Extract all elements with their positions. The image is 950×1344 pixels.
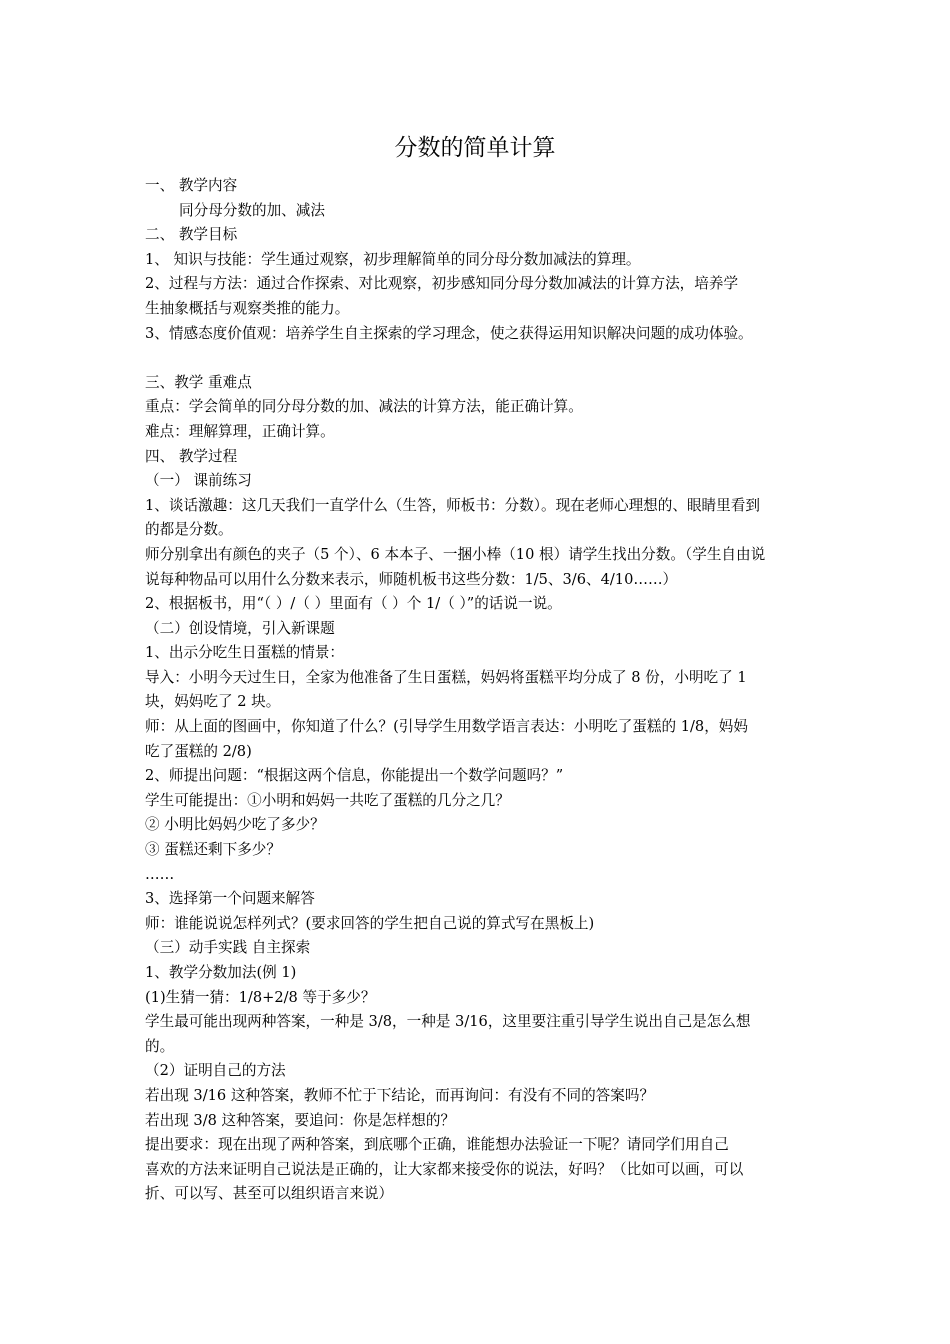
subsection-heading: （二）创设情境，引入新课题 bbox=[145, 619, 335, 637]
paragraph-line: 3、选择第一个问题来解答 bbox=[145, 890, 315, 908]
section-heading-content: 一、 教学内容 bbox=[145, 177, 238, 194]
paragraph-line: 学生可能提出：①小明和妈妈一共吃了蛋糕的几分之几？ bbox=[145, 791, 510, 809]
paragraph-line: (1)生猜一猜：1/8+2/8 等于多少？ bbox=[145, 988, 376, 1006]
paragraph-line: 师分别拿出有颜色的夹子（5 个）、6 本本子、一捆小棒（10 根）请学生找出分数。（学生自由说 bbox=[145, 545, 766, 563]
paragraph-line: 2、根据板书，用“（ ）/（ ）里面有（ ）个 1/（ ）”的话说一说。 bbox=[145, 595, 562, 613]
document-body bbox=[145, 174, 825, 1207]
paragraph-line: ② 小明比妈妈少吃了多少？ bbox=[145, 816, 325, 834]
blank-line bbox=[145, 346, 825, 371]
paragraph-line: 的。 bbox=[145, 1037, 175, 1055]
paragraph-line: 3、情感态度价值观：培养学生自主探索的学习理念，使之获得运用知识解决问题的成功体验。 bbox=[145, 324, 753, 342]
paragraph-line: 2、过程与方法：通过合作探索、对比观察，初步感知同分母分数加减法的计算方法，培养学 bbox=[145, 275, 739, 293]
paragraph-line: ③ 蛋糕还剩下多少？ bbox=[145, 841, 281, 859]
paragraph-line: 生抽象概括与观察类推的能力。 bbox=[145, 299, 350, 317]
subsection-heading: （一） 课前练习 bbox=[145, 472, 252, 490]
section-heading-process: 四、 教学过程 bbox=[145, 447, 238, 465]
paragraph-line: 师：从上面的图画中，你知道了什么？(引导学生用数学语言表达：小明吃了蛋糕的 1/8，妈妈 bbox=[145, 718, 748, 736]
paragraph-line: 块，妈妈吃了 2 块。 bbox=[145, 693, 281, 711]
section-heading-keypoints: 三、教学 重难点 bbox=[145, 373, 252, 391]
paragraph-line: 1、出示分吃生日蛋糕的情景： bbox=[145, 644, 345, 662]
paragraph-line: 师：谁能说说怎样列式？(要求回答的学生把自己说的算式写在黑板上) bbox=[145, 914, 595, 932]
paragraph-line: 难点：理解算理，正确计算。 bbox=[145, 422, 335, 440]
paragraph-line: 的都是分数。 bbox=[145, 521, 233, 539]
paragraph-line: 导入：小明今天过生日，全家为他准备了生日蛋糕，妈妈将蛋糕平均分成了 8 份，小明吃了 1 bbox=[145, 668, 747, 686]
paragraph-line: 若出现 3/16 这种答案，教师不忙于下结论，而再询问：有没有不同的答案吗？ bbox=[145, 1086, 655, 1104]
paragraph-line: 1、 知识与技能：学生通过观察，初步理解简单的同分母分数加减法的算理。 bbox=[145, 250, 641, 268]
paragraph-line: 2、师提出问题：“根据这两个信息，你能提出一个数学问题吗？” bbox=[145, 767, 564, 785]
section-heading-goals: 二、 教学目标 bbox=[145, 226, 238, 244]
paragraph-line: 喜欢的方法来证明自己说法是正确的，让大家都来接受你的说法，好吗？（比如可以画，可以 bbox=[145, 1160, 744, 1178]
paragraph-line: 同分母分数的加、减法 bbox=[179, 201, 325, 219]
paragraph-line: （2）证明自己的方法 bbox=[145, 1062, 286, 1080]
paragraph-line: 1、教学分数加法(例 1) bbox=[145, 964, 297, 981]
paragraph-line: 若出现 3/8 这种答案，要追问：你是怎样想的？ bbox=[145, 1111, 456, 1129]
ellipsis-line: …… bbox=[145, 865, 175, 883]
paragraph-line: 学生最可能出现两种答案，一种是 3/8，一种是 3/16，这里要注重引导学生说出自己是怎么想 bbox=[145, 1013, 751, 1031]
paragraph-line: 1、谈话激趣：这几天我们一直学什么（生答，师板书：分数）。现在老师心理想的、眼睛里看到 bbox=[145, 496, 760, 514]
document-title: 分数的简单计算 bbox=[394, 135, 556, 161]
paragraph-line: 吃了蛋糕的 2/8) bbox=[145, 742, 252, 760]
paragraph-line: 提出要求：现在出现了两种答案，到底哪个正确，谁能想办法验证一下呢？请同学们用自己 bbox=[145, 1136, 729, 1154]
paragraph-line: 折、可以写、甚至可以组织语言来说） bbox=[145, 1185, 394, 1203]
subsection-heading: （三）动手实践 自主探索 bbox=[145, 939, 311, 957]
paragraph-line: 重点：学会简单的同分母分数的加、减法的计算方法，能正确计算。 bbox=[145, 398, 583, 416]
paragraph-line: 说每种物品可以用什么分数来表示，师随机板书这些分数：1/5、3/6、4/10……） bbox=[145, 570, 678, 588]
